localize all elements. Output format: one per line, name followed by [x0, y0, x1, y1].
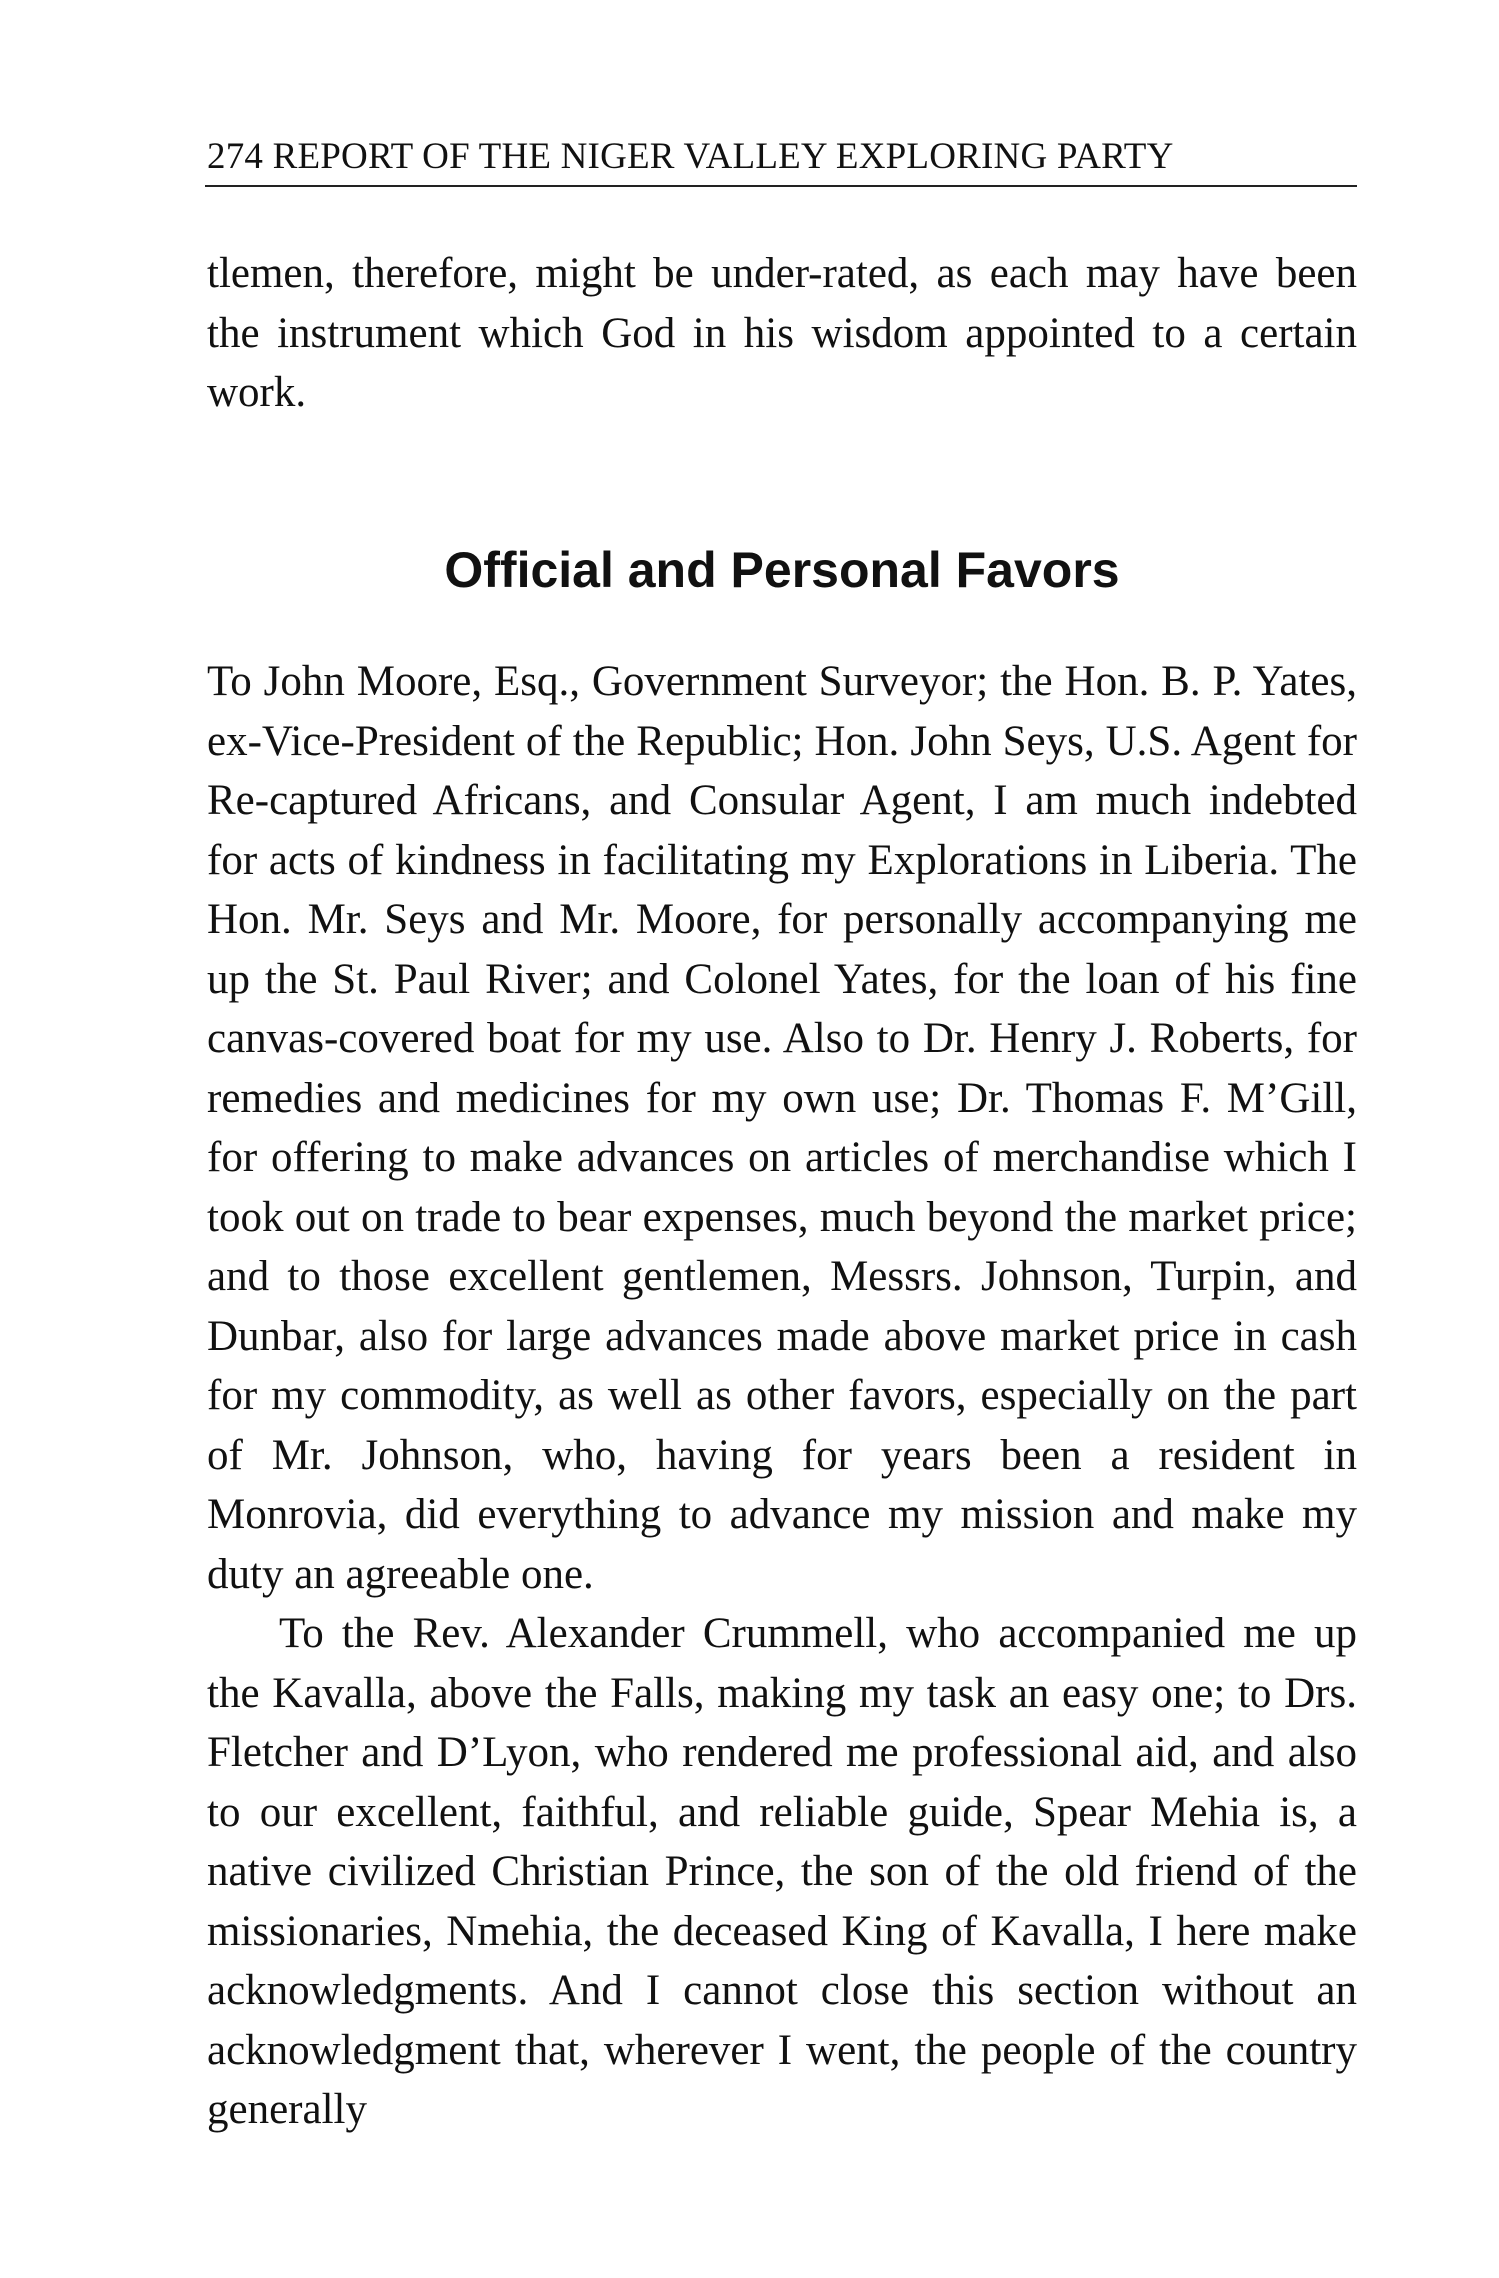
running-head: [207, 135, 1357, 179]
running-title: REPORT OF THE NIGER VALLEY EXPLORING PARTY: [272, 136, 1174, 177]
section-body: [207, 652, 1357, 2140]
section-title: Official and Personal Favors: [444, 542, 1120, 598]
continued-paragraph: tlemen, therefore, might be under-rated, as each may have been the instrument which God in his wisdom appointed to a certain work.: [207, 250, 1357, 416]
paragraph: To the Rev. Alexander Crummell, who accompanied me up the Kavalla, above the Falls, making my task an easy one; to Drs. Fletcher and D’Lyon, who rendered me professional aid, and also to our excellent, faithful, and reliable guide, Spear Mehia is, a native civilized Christian Prince, the son of the old friend of the missionaries, Nmehia, the deceased King of Kavalla, I here make acknowledgments. And I cannot close this section without an acknowledgment that, wherever I went, the people of the country generally: [207, 1610, 1357, 2133]
page-number: 274: [207, 136, 264, 177]
header-rule: [205, 185, 1357, 187]
paragraph: To John Moore, Esq., Government Surveyor; the Hon. B. P. Yates, ex-Vice-President of the Republic; Hon. John Seys, U.S. Agent for Re-captured Africans, and Consular Agent, I am much indebted for acts of kindness in facilitating my Explorations in Liberia. The Hon. Mr. Seys and Mr. Moore, for personally accompanying me up the St. Paul River; and Colonel Yates, for the loan of his fine canvas-covered boat for my use. Also to Dr. Henry J. Roberts, for remedies and medicines for my own use; Dr. Thomas F. M’Gill, for offering to make advances on articles of merchandise which I took out on trade to bear expenses, much beyond the market price; and to those excellent gentlemen, Messrs. Johnson, Turpin, and Dunbar, also for large advances made above market price in cash for my commodity, as well as other favors, especially on the part of Mr. Johnson, who, having for years been a resident in Monrovia, did everything to advance my mission and make my duty an agreeable one.: [207, 658, 1357, 1598]
